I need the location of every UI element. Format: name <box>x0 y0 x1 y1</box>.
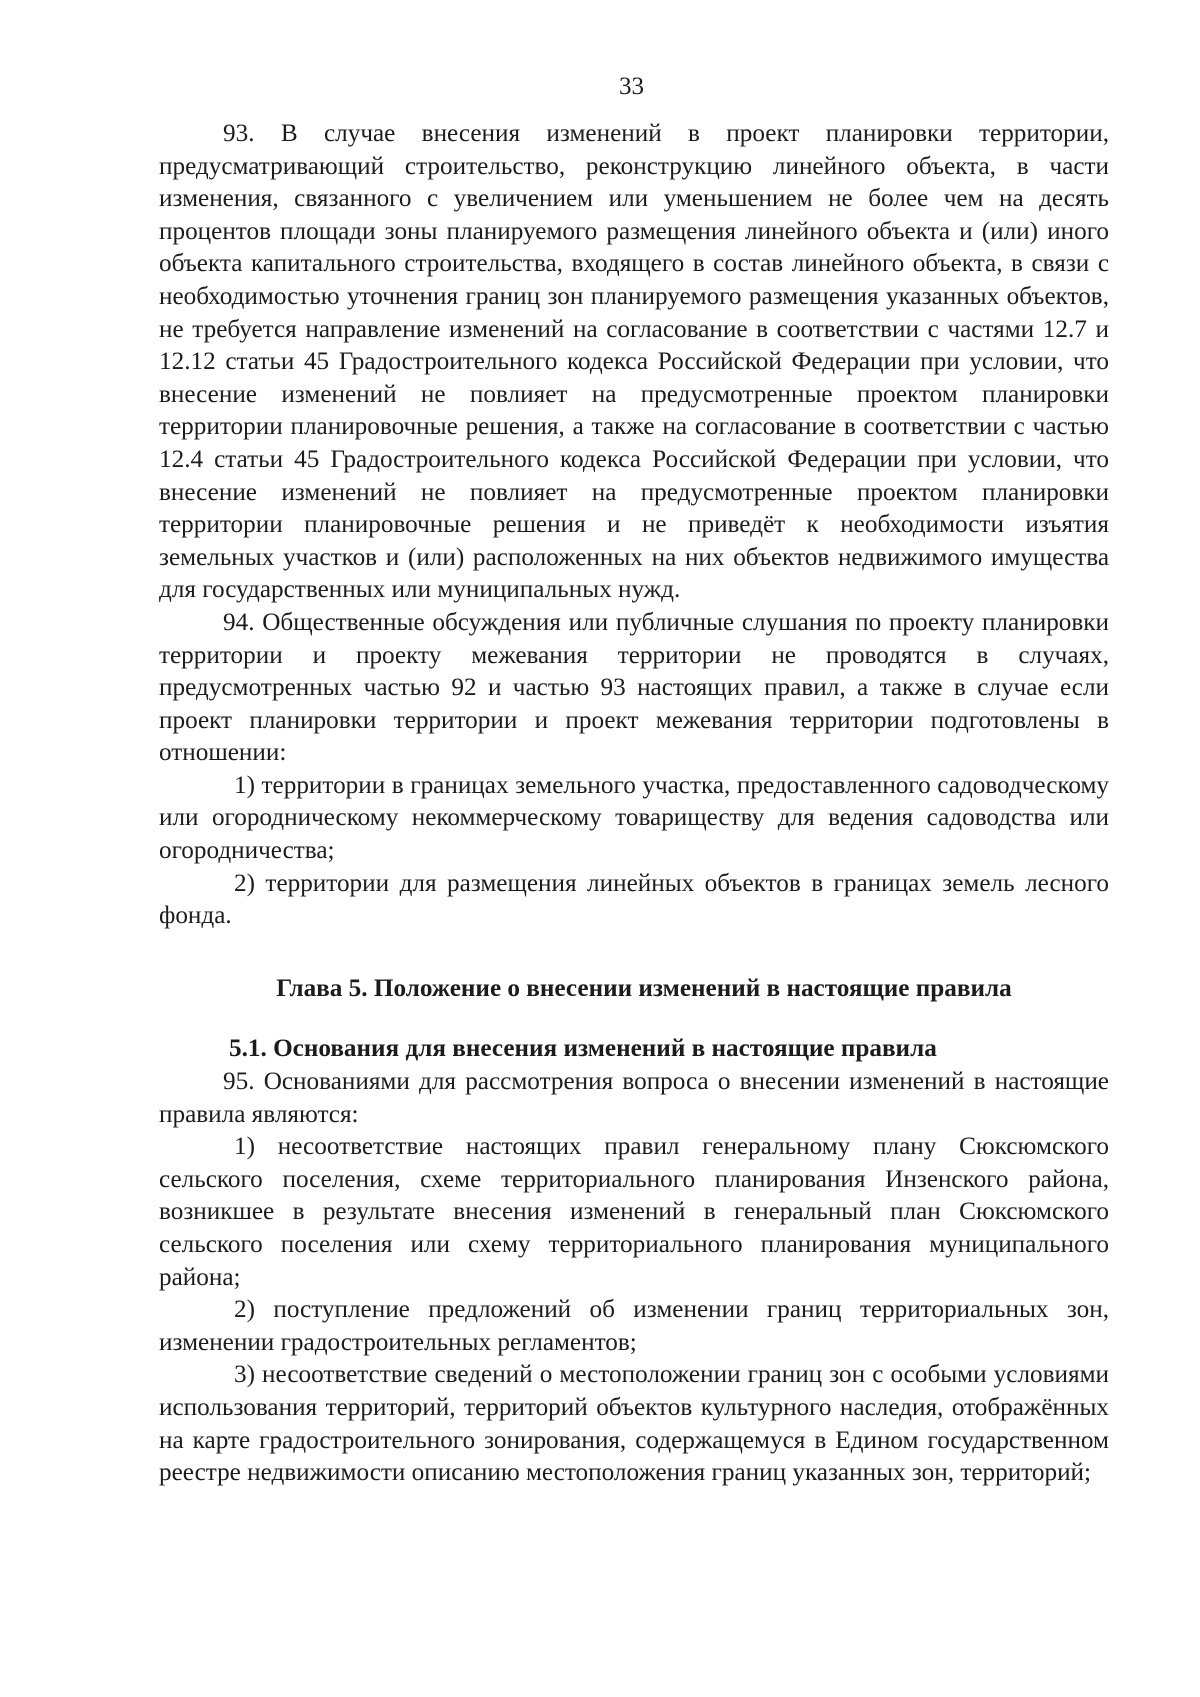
paragraph-94: 94. Общественные обсуждения или публичные слушания по проекту планировки территории и проекту межевания территории не проводятся в случаях, предусмотренных частью 92 и частью 93 настоящих правил, а также в случае если проект планировки территории и проект межевания территории подготовлены в отношении: <box>159 608 1109 767</box>
paragraph-93: 93. В случае внесения изменений в проект планировки территории, предусматривающий строительство, реконструкцию линейного объекта, в части изменения, связанного с увеличением или уменьшением не более чем на десять процентов площади зоны планируемого размещения линейного объекта и (или) иного объекта капитального строительства, входящего в состав линейного объекта, в связи с необходимостью уточнения границ зон планируемого размещения указанных объектов, не требуется направление изменений на согласование в соответствии с частями 12.7 и 12.12 статьи 45 Градостроительного кодекса Российской Федерации при условии, что внесение изменений не повлияет на предусмотренные проектом планировки территории планировочные решения, а также на согласование в соответствии с частью 12.4 статьи 45 Градостроительного кодекса Российской Федерации при условии, что внесение изменений не повлияет на предусмотренные проектом планировки территории планировочные решения и не приведёт к необходимости изъятия земельных участков и (или) расположенных на них объектов недвижимого имущества для государственных или муниципальных нужд. <box>159 120 1109 604</box>
paragraph-95-item-2: 2) поступление предложений об изменении границ территориальных зон, изменении градостроительных регламентов; <box>159 1296 1109 1356</box>
paragraph-94-item-1: 1) территории в границах земельного участка, предоставленного садоводческому или огородническому некоммерческому товариществу для ведения садоводства или огородничества; <box>159 771 1109 865</box>
page-number: 33 <box>619 73 644 100</box>
paragraph-94-item-2: 2) территории для размещения линейных объектов в границах земель лесного фонда. <box>159 869 1109 930</box>
paragraph-95-item-3: 3) несоответствие сведений о местоположении границ зон с особыми условиями использования территорий, территорий объектов культурного наследия, отображённых на карте градостроительного зонирования, содержащемуся в Едином государственном реестре недвижимости описанию местоположения границ указанных зон, территорий; <box>159 1361 1109 1487</box>
document-body <box>159 118 1109 1490</box>
chapter-heading: Глава 5. Положение о внесении изменений в настоящие правила <box>276 974 1012 1002</box>
paragraph-95-item-1: 1) несоответствие настоящих правил генеральному плану Сюксюмского сельского поселения, схеме территориального планирования Инзенского района, возникшее в результате внесения изменений в генеральный план Сюксюмского сельского поселения или схему территориального планирования муниципального района; <box>159 1133 1109 1291</box>
paragraph-95: 95. Основаниями для рассмотрения вопроса о внесении изменений в настоящие правила являются: <box>159 1068 1109 1128</box>
section-heading: 5.1. Основания для внесения изменений в настоящие правила <box>229 1035 937 1063</box>
